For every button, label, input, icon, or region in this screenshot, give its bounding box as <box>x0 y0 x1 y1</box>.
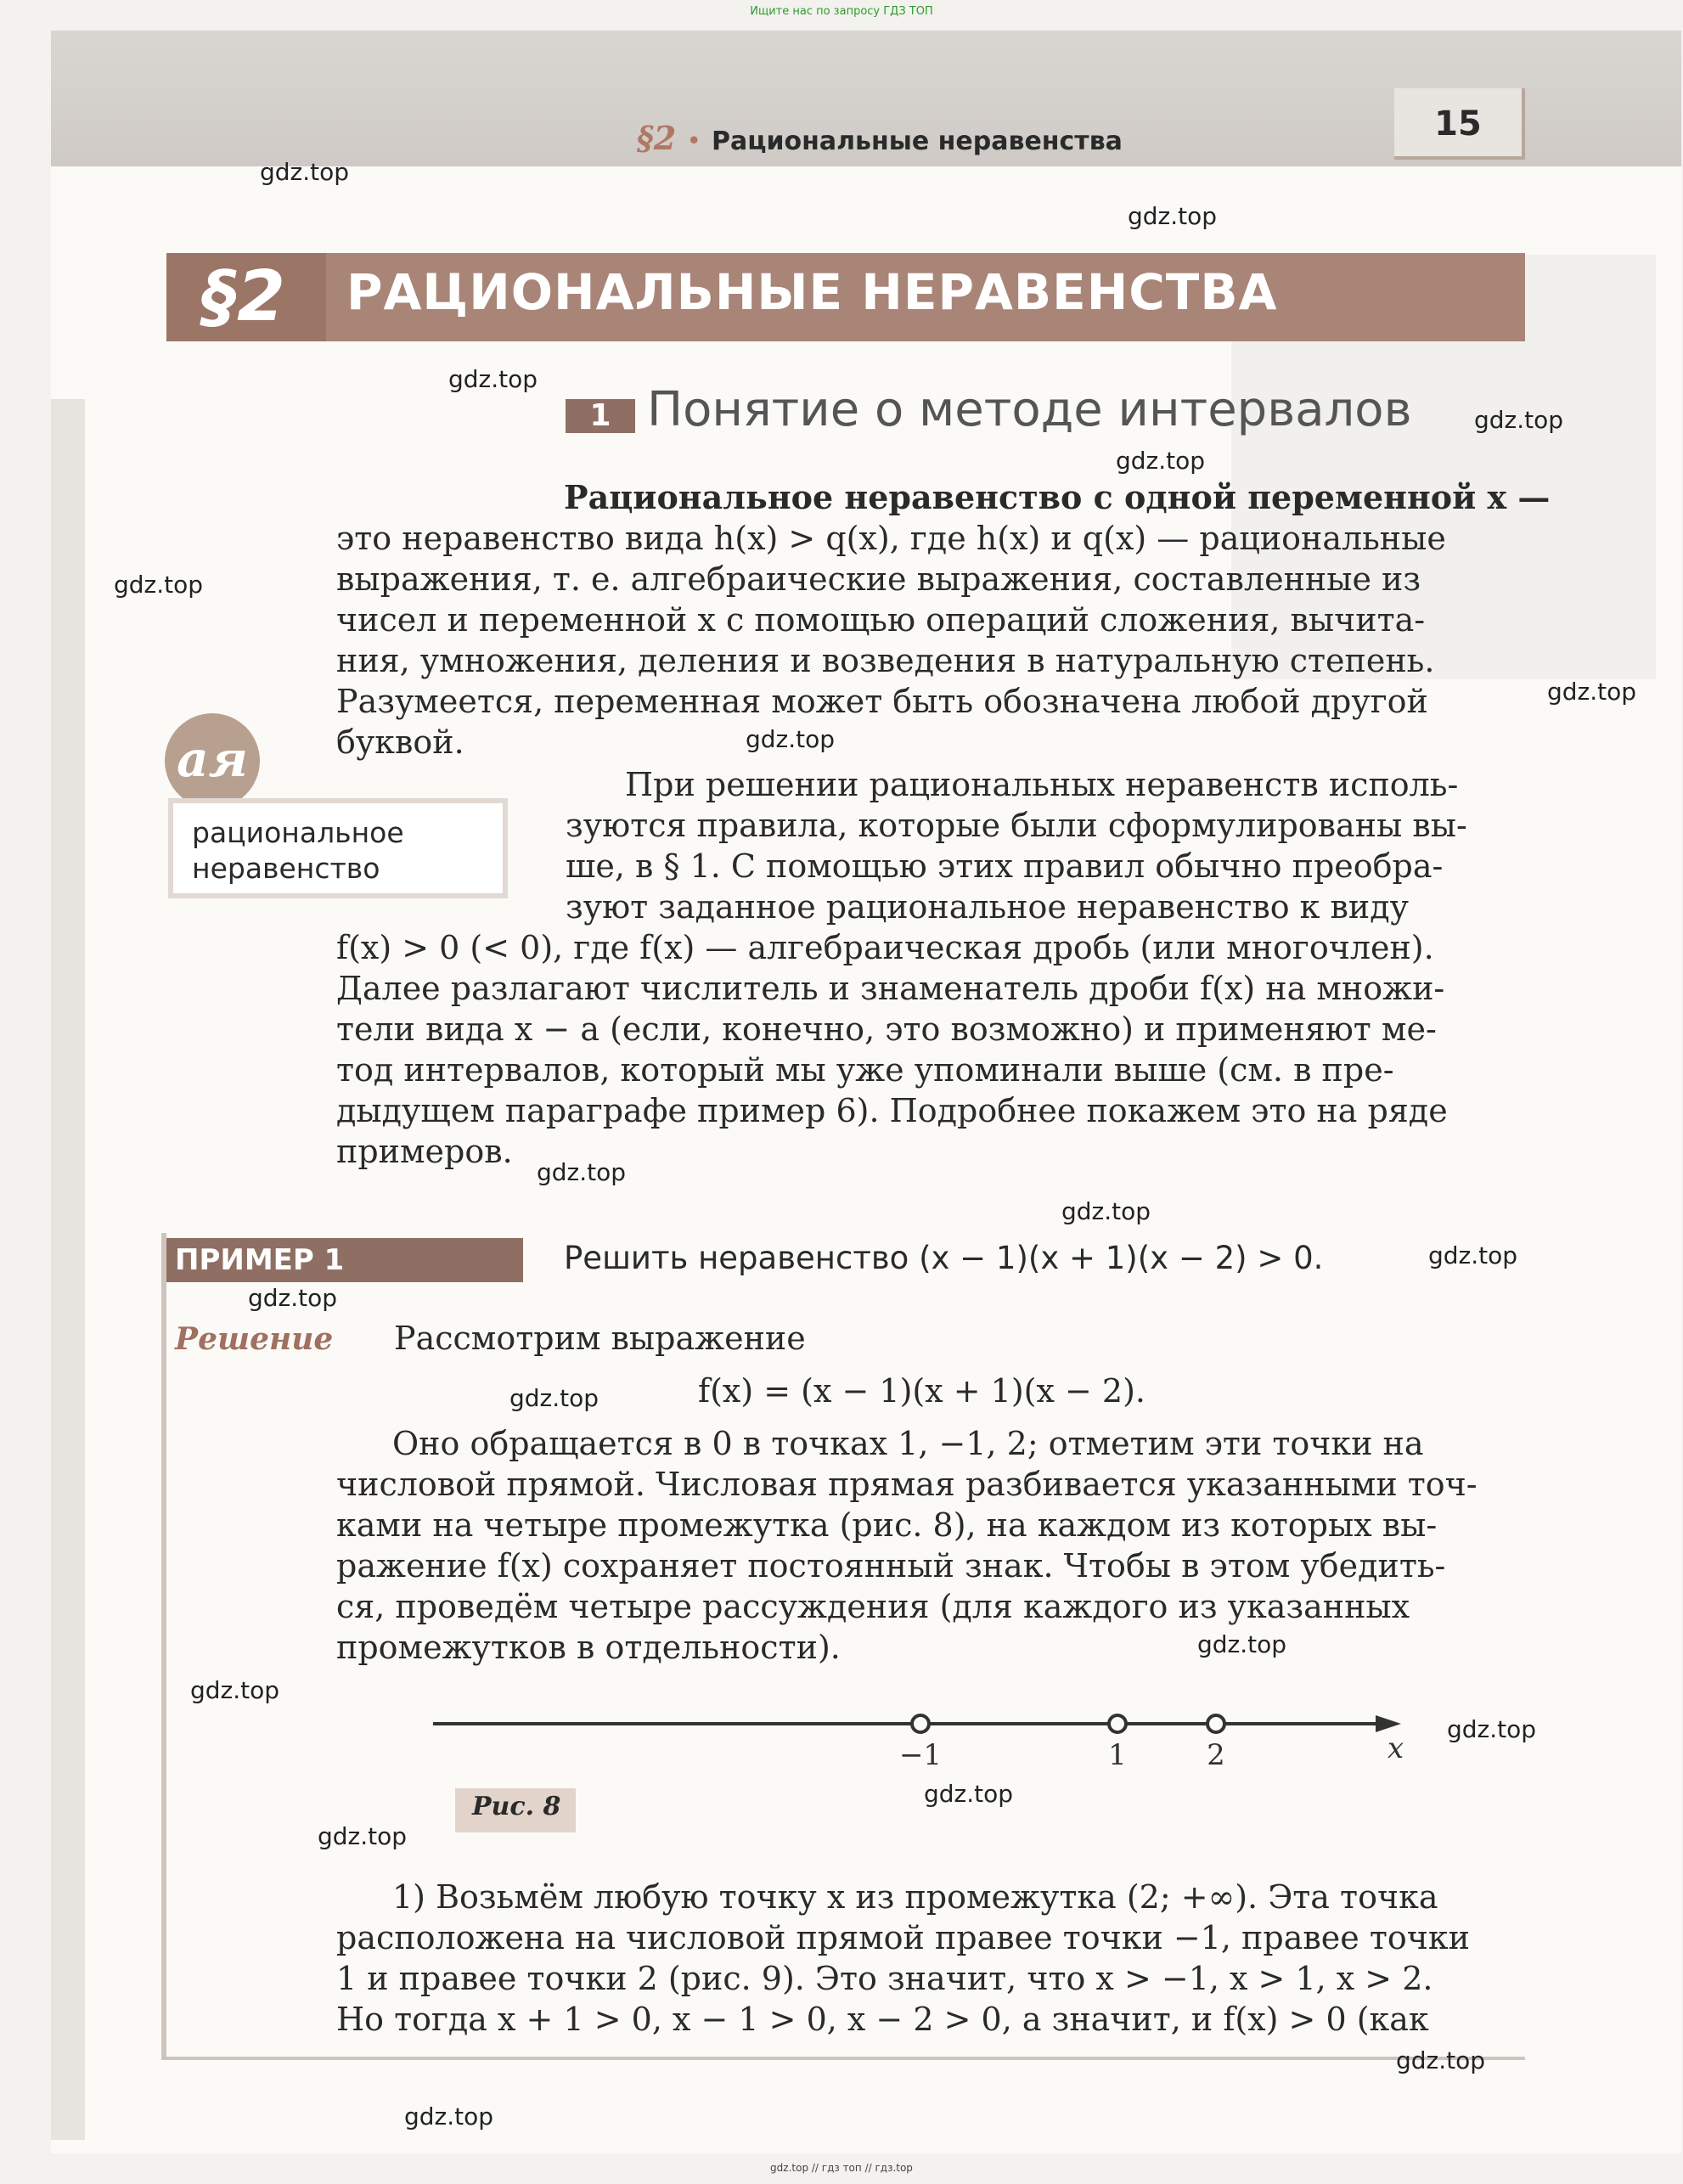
watermark: gdz.top <box>1128 202 1218 230</box>
text-line: 1 и правее точки 2 (рис. 9). Это значит, что x > −1, x > 1, x > 2. <box>336 1960 1433 1997</box>
step-1-body <box>336 1877 1525 2040</box>
watermark: gdz.top <box>248 1284 338 1312</box>
text-line: буквой. <box>336 723 464 761</box>
text-line: ся, проведём четыре рассуждения (для каждого из указанных <box>336 1588 1410 1625</box>
watermark: gdz.top <box>509 1384 599 1412</box>
number-line-point-label: 1 <box>1108 1738 1127 1772</box>
paragraph-2-line: зуют заданное рациональное неравенство к виду <box>566 888 1409 926</box>
watermark: gdz.top <box>260 158 350 186</box>
watermark: gdz.top <box>1197 1630 1287 1658</box>
definition-body <box>336 518 1525 763</box>
text-line: тели вида x − a (если, конечно, это возможно) и применяют ме- <box>336 1010 1437 1048</box>
text-line: ками на четыре промежутка (рис. 8), на каждом из которых вы- <box>336 1506 1438 1544</box>
subsection-number-badge: 1 <box>566 399 635 433</box>
section-title: РАЦИОНАЛЬНЫЕ НЕРАВЕНСТВА <box>346 263 1278 321</box>
text-line: Оно обращается в 0 в точках 1, −1, 2; отметим эти точки на <box>392 1425 1424 1462</box>
watermark: gdz.top <box>1396 2046 1486 2074</box>
text-line: это неравенство вида h(x) > q(x), где h(x) и q(x) — рациональные <box>336 520 1446 557</box>
margin-strip <box>51 399 85 2140</box>
watermark: gdz.top <box>448 365 538 393</box>
text-line: Но тогда x + 1 > 0, x − 1 > 0, x − 2 > 0, а значит, и f(x) > 0 (как <box>336 2001 1429 2038</box>
top-note: Ищите нас по запросу ГДЗ ТОП <box>750 5 933 18</box>
watermark: gdz.top <box>1474 406 1564 434</box>
watermark: gdz.top <box>924 1780 1014 1808</box>
text-line: Далее разлагают числитель и знаменатель дроби f(x) на множи- <box>336 970 1445 1007</box>
term-line: рациональное <box>192 816 404 849</box>
text-line: дыдущем параграфе пример 6). Подробнее покажем это на ряде <box>336 1092 1448 1129</box>
text-line: расположена на числовой прямой правее точки −1, правее точки <box>336 1919 1470 1956</box>
text-line: промежутков в отдельности). <box>336 1629 841 1666</box>
text-line: f(x) > 0 (< 0), где f(x) — алгебраическая дробь (или многочлен). <box>336 929 1434 966</box>
text-line: числовой прямой. Числовая прямая разбивается указанными точ- <box>336 1466 1478 1503</box>
text-line: 1) Возьмём любую точку x из промежутка (2; +∞). Эта точка <box>392 1878 1438 1916</box>
solution-body <box>336 1423 1525 1668</box>
term-box <box>168 798 508 898</box>
watermark: gdz.top <box>318 1822 408 1850</box>
number-line-point <box>1109 1715 1126 1732</box>
watermark: gdz.top <box>1447 1715 1537 1743</box>
paragraph-2-body <box>336 927 1448 1172</box>
text-line: ния, умножения, деления и возведения в натуральную степень. <box>336 642 1435 679</box>
solution-formula: f(x) = (x − 1)(x + 1)(x − 2). <box>698 1372 1145 1410</box>
number-line-point <box>1207 1715 1224 1732</box>
paragraph-2-line: При решении рациональных неравенств исполь- <box>625 766 1459 803</box>
running-header-section: §2 <box>637 119 677 157</box>
watermark: gdz.top <box>746 725 836 753</box>
page-number: 15 <box>1394 88 1525 160</box>
watermark: gdz.top <box>1428 1241 1518 1269</box>
definition-lead: Рациональное неравенство с одной переменной x — <box>564 478 1551 516</box>
term-line: неравенство <box>192 852 380 885</box>
paragraph-2-line: ше, в § 1. С помощью этих правил обычно преобра- <box>566 847 1444 885</box>
example-task: Решить неравенство (x − 1)(x + 1)(x − 2) > 0. <box>564 1240 1324 1276</box>
watermark: gdz.top <box>404 2102 494 2131</box>
number-line-arrow <box>1376 1715 1401 1732</box>
number-line-point <box>912 1715 929 1732</box>
text-line: выражения, т. е. алгебраические выражения, составленные из <box>336 560 1421 598</box>
example-label: ПРИМЕР 1 <box>175 1243 345 1277</box>
number-line-figure <box>425 1698 1427 1783</box>
watermark: gdz.top <box>537 1158 627 1186</box>
running-header <box>637 119 1123 157</box>
watermark: gdz.top <box>1061 1197 1151 1225</box>
glossary-icon: ая <box>165 713 260 808</box>
number-line-point-label: −1 <box>898 1738 943 1772</box>
text-line: тод интервалов, который мы уже упоминали выше (см. в пре- <box>336 1051 1394 1089</box>
watermark: gdz.top <box>1547 678 1637 706</box>
number-line-point-label: 2 <box>1207 1738 1225 1772</box>
solution-label: Решение <box>175 1321 334 1357</box>
text-line: ражение f(x) сохраняет постоянный знак. Чтобы в этом убедить- <box>336 1547 1446 1585</box>
text-line: Разумеется, переменная может быть обозначена любой другой <box>336 683 1428 720</box>
watermark: gdz.top <box>1116 447 1206 475</box>
figure-caption: Рис. 8 <box>472 1792 561 1821</box>
paragraph-2-line: зуются правила, которые были сформулированы вы- <box>566 807 1467 844</box>
bottom-note: gdz.top // гдз топ // гдз.top <box>770 2162 913 2174</box>
solution-consider: Рассмотрим выражение <box>394 1320 806 1357</box>
running-header-dot: • <box>686 127 702 156</box>
running-header-title: Рациональные неравенства <box>712 127 1123 156</box>
subsection-title: Понятие о методе интервалов <box>647 382 1412 437</box>
text-line: чисел и переменной x с помощью операций сложения, вычита- <box>336 601 1426 639</box>
text-line: примеров. <box>336 1133 513 1170</box>
watermark: gdz.top <box>190 1676 280 1704</box>
axis-label: x <box>1387 1731 1404 1765</box>
section-number: §2 <box>202 256 286 337</box>
watermark: gdz.top <box>114 571 204 599</box>
